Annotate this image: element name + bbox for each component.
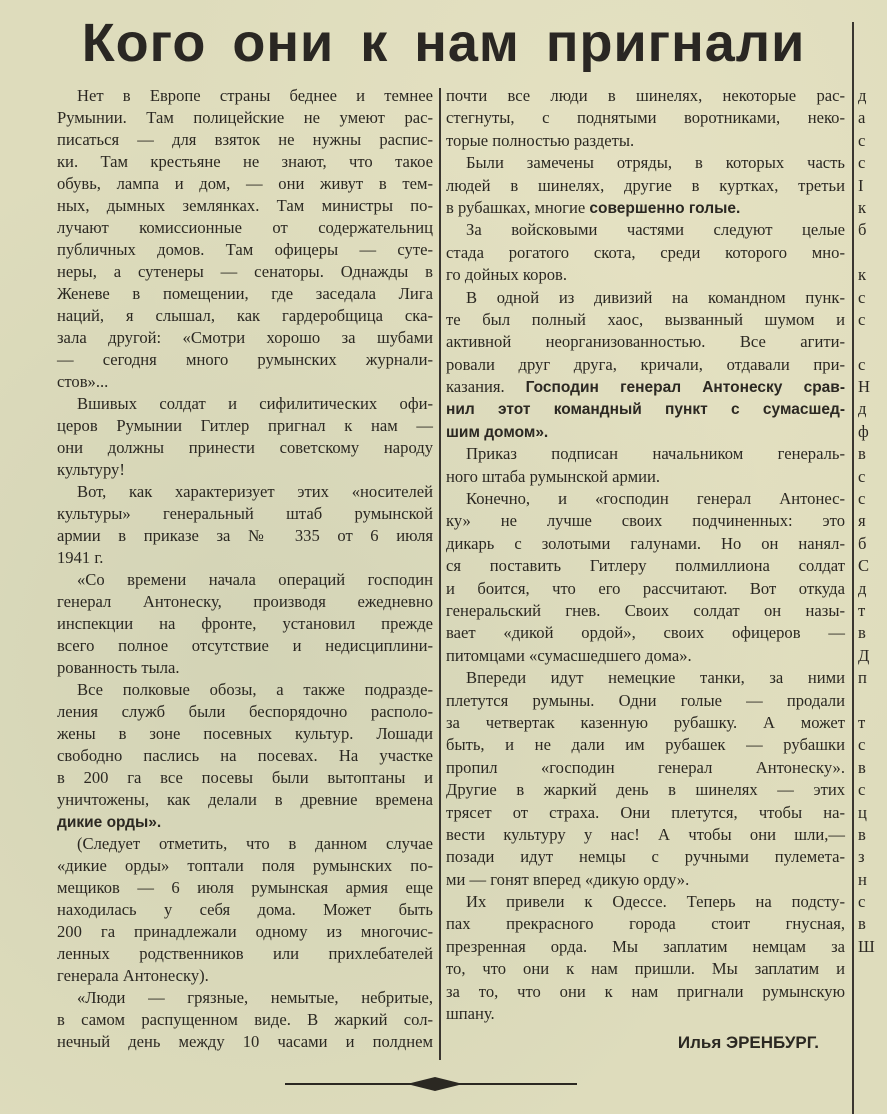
text-line: 200 га принадлежали одному из многочис- bbox=[57, 922, 433, 941]
fragment-letter: в bbox=[858, 623, 866, 643]
text-line: обувь, лампа и дом, — они живут в тем- bbox=[57, 174, 433, 193]
text-line: они должны принести советскому народу bbox=[57, 438, 433, 457]
text-line: ных, дымных землянках. Там министры по- bbox=[57, 196, 433, 215]
fragment-letter: с bbox=[858, 489, 866, 509]
text-line: наций, я слышал, как гардеробщица ска- bbox=[57, 306, 433, 325]
text-line: Румынии. Там полицейские не умеют рас- bbox=[57, 108, 433, 127]
fragment-letter: с bbox=[858, 354, 866, 374]
text-line: уничтожены, как делали в древние времена bbox=[57, 790, 433, 809]
fragment-letter: я bbox=[858, 511, 866, 531]
paragraph bbox=[57, 679, 433, 833]
text-line: (Следует отметить, что в данном случае bbox=[77, 834, 433, 853]
text-line: вести культуру у нас! А чтобы они шли,— bbox=[446, 824, 845, 844]
fragment-letter: з bbox=[858, 847, 865, 867]
fragment-letter: д bbox=[858, 578, 867, 598]
text-line: ся поставить Гитлеру полмиллиона солдат bbox=[446, 556, 845, 576]
fragment-letter: т bbox=[858, 600, 866, 620]
fragment-letter: к bbox=[858, 197, 867, 217]
fragment-letter: Д bbox=[858, 645, 870, 665]
text-line: Конечно, и «господин генерал Антонес- bbox=[466, 489, 845, 509]
text-line bbox=[446, 421, 845, 443]
text-line: нечный день между 10 часами и полднем bbox=[57, 1032, 433, 1051]
text-segment: казания. bbox=[446, 377, 526, 397]
text-line: людей в шинелях, другие в куртках, третьи bbox=[446, 175, 845, 195]
fragment-letter: д bbox=[858, 399, 867, 419]
article-column-left bbox=[57, 85, 433, 1053]
column-divider bbox=[439, 88, 441, 1060]
fragment-letter: с bbox=[858, 287, 866, 307]
text-line: свободно паслись на посевах. На участке bbox=[57, 746, 433, 765]
text-line: церов Румынии Гитлер пригнал к нам — bbox=[57, 416, 433, 435]
fragment-letter: с bbox=[858, 780, 866, 800]
text-line: генерал Антонеску, производя ежедневно bbox=[57, 592, 433, 611]
fragment-letter bbox=[858, 242, 867, 264]
text-line: пах прекрасного города стоит гнусная, bbox=[446, 914, 845, 934]
text-line: вает «дикой ордой», своих офицеров — bbox=[446, 623, 845, 643]
paragraph bbox=[57, 85, 433, 393]
text-line: За войсковыми частями следуют целые bbox=[466, 220, 845, 240]
text-line: быть, и не дали им рубашек — рубашки bbox=[446, 735, 845, 755]
text-line: зала другой: «Смотри хорошо за шубами bbox=[57, 328, 433, 347]
paragraph bbox=[446, 488, 845, 667]
text-line: Другие в жаркий день в шинелях — этих bbox=[446, 780, 845, 800]
fragment-letter: с bbox=[858, 735, 866, 755]
paragraph bbox=[446, 287, 845, 444]
fragment-letter: с bbox=[858, 130, 866, 150]
text-line: публичных домов. Там офицеры — суте- bbox=[57, 240, 433, 259]
text-line: активной неорганизованностью. Все агити- bbox=[446, 332, 845, 352]
text-line: ми — гонят вперед «дикую орду». bbox=[446, 869, 690, 889]
paragraph bbox=[57, 481, 433, 569]
bold-text: шим домом». bbox=[446, 423, 549, 441]
text-line: торые полностью раздеты. bbox=[446, 130, 635, 150]
text-line: Их привели к Одессе. Теперь на подсту- bbox=[466, 892, 845, 912]
fragment-letter: С bbox=[858, 556, 870, 576]
text-line: ления служб были беспорядочно располо- bbox=[57, 702, 433, 721]
fragment-letter: с bbox=[858, 153, 866, 173]
paragraph bbox=[446, 219, 845, 286]
fragment-letter: к bbox=[858, 265, 867, 285]
paragraph bbox=[446, 443, 845, 488]
bold-text: совершенно голые. bbox=[589, 199, 741, 217]
text-line: ки. Там крестьяне не знают, что такое bbox=[57, 152, 433, 171]
text-line: Были замечены отряды, в которых часть bbox=[466, 153, 845, 173]
text-line: писаться — для взяток не нужны распис- bbox=[57, 130, 433, 149]
fragment-letter: т bbox=[858, 712, 866, 732]
text-line: «дикие орды» топтали поля румынских по- bbox=[57, 856, 433, 875]
text-line: Впереди идут немецкие танки, за ними bbox=[466, 668, 845, 688]
text-line bbox=[446, 398, 845, 420]
text-line: жены в зоне посевных культур. Лошади bbox=[57, 724, 433, 743]
paragraph bbox=[57, 987, 433, 1053]
fragment-letter: Н bbox=[858, 377, 870, 397]
text-line: Нет в Европе страны беднее и темнее bbox=[77, 86, 433, 105]
text-line: В одной из дивизий на командном пунк- bbox=[466, 287, 845, 307]
text-line: трясет от страха. Они плетутся, чтобы на- bbox=[446, 802, 845, 822]
bold-text: Господин генерал Антонеску срав- bbox=[525, 379, 845, 397]
text-line: презренная орда. Мы заплатим немцам за bbox=[446, 936, 845, 956]
fragment-letter: Ш bbox=[858, 936, 875, 956]
text-line: плетутся румыны. Одни голые — продали bbox=[446, 690, 845, 710]
text-line: инспекции на фронте, установил прежде bbox=[57, 614, 433, 633]
section-divider-ornament bbox=[285, 1076, 577, 1092]
fragment-letter: б bbox=[858, 533, 867, 553]
paragraph bbox=[57, 833, 433, 987]
text-line: в 200 га все посевы были вытоптаны и bbox=[57, 768, 433, 787]
bold-text: нил этот командный пункт с сумасшед- bbox=[446, 401, 845, 419]
page-column-divider bbox=[852, 22, 854, 1114]
text-line: 1941 г. bbox=[57, 548, 104, 567]
fragment-letter: в bbox=[858, 444, 866, 464]
fragment-letter bbox=[858, 331, 867, 353]
text-line: ного штаба румынской армии. bbox=[446, 466, 660, 486]
text-line: за то, что они к нам пригнали румынскую bbox=[446, 981, 845, 1001]
text-line: ровали друг друга, кричали, отдавали при- bbox=[446, 354, 845, 374]
text-line: Все полковые обозы, а также подразде- bbox=[77, 680, 433, 699]
text-line: армии в приказе за № 335 от 6 июля bbox=[57, 526, 433, 545]
bold-text: дикие орды». bbox=[57, 814, 162, 831]
text-line: «Люди — грязные, немытые, небритые, bbox=[77, 988, 433, 1007]
adjacent-article-fragment bbox=[858, 85, 875, 958]
text-line: генеральский гнев. Своих солдат он назы- bbox=[446, 600, 845, 620]
text-line: и боится, что его рассчитают. Вот откуда bbox=[446, 578, 845, 598]
text-line: Вот, как характеризует этих «носителей bbox=[77, 482, 433, 501]
text-line: культуры» генеральный штаб румынской bbox=[57, 504, 433, 523]
text-line: позади идут немцы с ручными пулемета- bbox=[446, 847, 845, 867]
fragment-letter: ц bbox=[858, 802, 867, 822]
fragment-letter: д bbox=[858, 86, 867, 105]
text-segment: в рубашках, многие bbox=[446, 197, 590, 217]
author-signature: Илья ЭРЕНБУРГ. bbox=[677, 1033, 819, 1052]
text-line: го дойных коров. bbox=[446, 265, 568, 285]
fragment-letter: с bbox=[858, 466, 866, 486]
article-headline: Кого они к нам пригнали bbox=[81, 13, 806, 73]
text-line bbox=[57, 811, 433, 833]
paragraph bbox=[57, 393, 433, 481]
text-line: лучают комиссионные от содержательниц bbox=[57, 218, 433, 237]
fragment-letter: в bbox=[858, 824, 866, 844]
text-line: то, что они к нам пришли. Мы заплатим и bbox=[446, 959, 845, 979]
text-line: те был полный хаос, вызванный шумом и bbox=[446, 309, 845, 329]
fragment-letter: п bbox=[858, 668, 867, 688]
text-line: неры, а сутенеры — сенаторы. Однажды в bbox=[57, 262, 433, 281]
text-line: стегнуты, с поднятыми воротниками, неко- bbox=[446, 108, 845, 128]
fragment-letter: в bbox=[858, 914, 866, 934]
fragment-letter: I bbox=[858, 175, 864, 195]
text-line: культуру! bbox=[57, 460, 125, 479]
fragment-letter: а bbox=[858, 108, 866, 128]
fragment-letter: в bbox=[858, 757, 866, 777]
text-line: всего полное отсутствие и недисциплини- bbox=[57, 636, 433, 655]
paragraph bbox=[446, 152, 845, 219]
text-line: стада рогатого скота, среди которого мно- bbox=[446, 242, 845, 262]
text-line: — сегодня много румынских журнали- bbox=[57, 350, 433, 369]
fragment-letter: с bbox=[858, 892, 866, 912]
text-line bbox=[446, 376, 845, 398]
text-line: в самом распущенном виде. В жаркий сол- bbox=[57, 1010, 433, 1029]
paragraph bbox=[446, 85, 845, 152]
text-line: находилась у себя дома. Может быть bbox=[57, 900, 433, 919]
text-line bbox=[446, 197, 845, 219]
text-line: стов»... bbox=[57, 372, 109, 391]
text-line: пропил «господин генерал Антонеску». bbox=[446, 757, 845, 777]
text-line: «Со времени начала операций господин bbox=[77, 570, 433, 589]
text-line: Женеве в помещении, где заседала Лига bbox=[57, 284, 433, 303]
text-line: шпану. bbox=[446, 1004, 495, 1024]
text-line: почти все люди в шинелях, некоторые рас- bbox=[446, 86, 845, 105]
text-line: за четвертак казенную рубашку. А может bbox=[446, 712, 845, 732]
text-line: питомцами «сумасшедшего дома». bbox=[446, 645, 692, 665]
fragment-letter: б bbox=[858, 220, 867, 240]
text-line: Приказ подписан начальником генераль- bbox=[466, 444, 845, 464]
text-line: ленных родственников или прихлебателей bbox=[57, 944, 433, 963]
fragment-letter: н bbox=[858, 869, 867, 889]
fragment-letter: ф bbox=[858, 421, 869, 441]
text-line: ку» не лучше своих подчиненных: это bbox=[446, 511, 845, 531]
text-line: генерала Антонеску). bbox=[57, 966, 209, 985]
paragraph bbox=[57, 569, 433, 679]
fragment-letter: с bbox=[858, 309, 866, 329]
text-line: Вшивых солдат и сифилитических офи- bbox=[77, 394, 433, 413]
text-line: дикарь с золотыми галунами. Но он нанял- bbox=[446, 533, 845, 553]
paragraph bbox=[446, 667, 845, 891]
text-line: рованность тыла. bbox=[57, 658, 180, 677]
paragraph bbox=[446, 891, 845, 1025]
text-line: мещиков — 6 июля румынская армия еще bbox=[57, 878, 433, 897]
article-column-right bbox=[446, 85, 845, 1025]
fragment-letter bbox=[858, 690, 867, 712]
